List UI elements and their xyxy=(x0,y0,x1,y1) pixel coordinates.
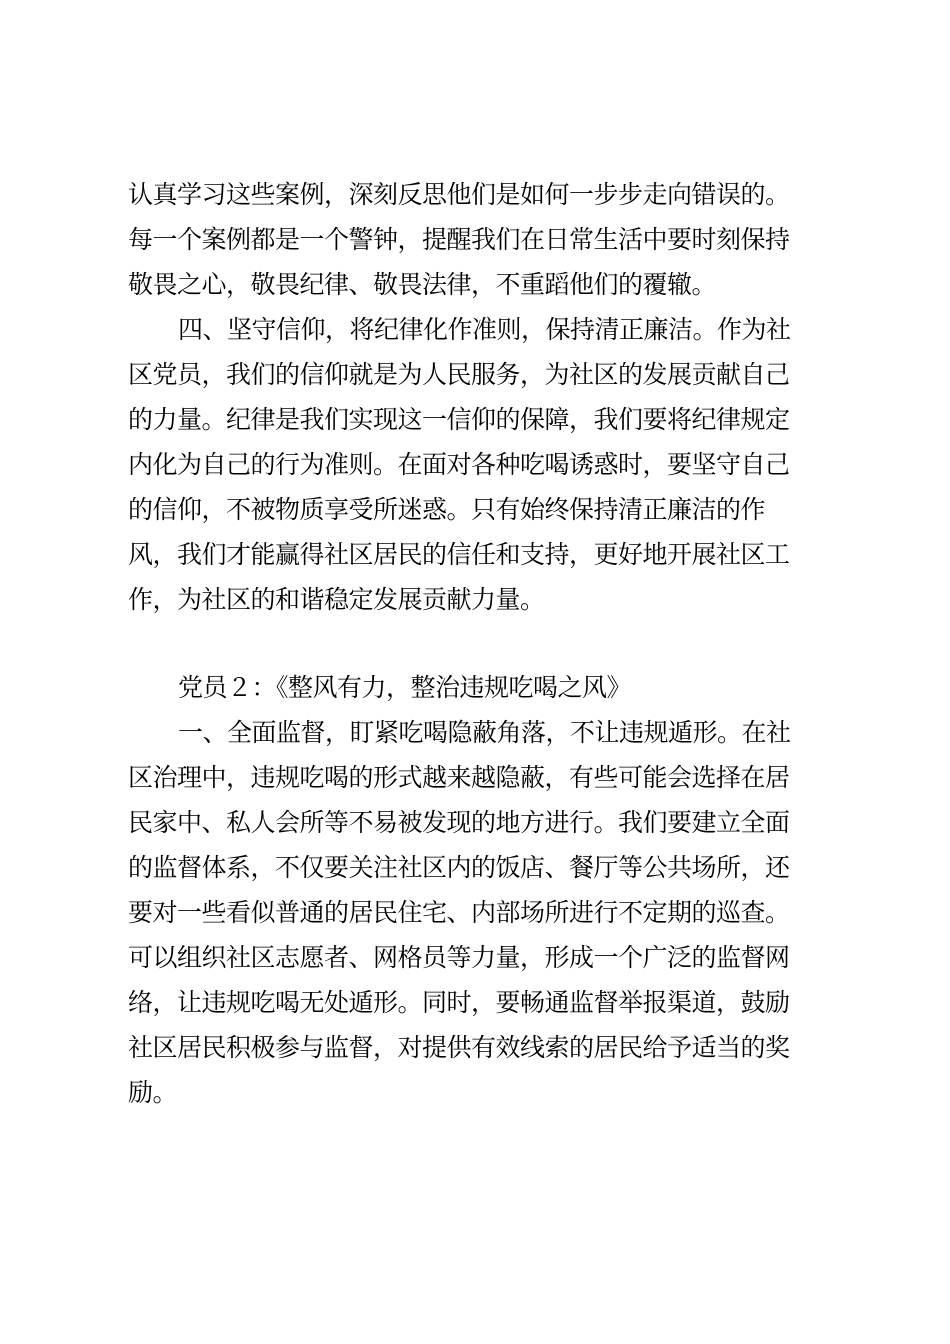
paragraph-line: 可以组织社区志愿者、网格员等力量，形成一个广泛的监督网 xyxy=(128,943,790,972)
paragraph-line: 络，让违规吃喝无处遁形。同时，要畅通监督举报渠道，鼓励 xyxy=(128,988,790,1017)
paragraph-line: 民家中、私人会所等不易被发现的地方进行。我们要建立全面 xyxy=(128,808,790,837)
paragraph-line: 区治理中，违规吃喝的形式越来越隐蔽，有些可能会选择在居 xyxy=(128,763,790,792)
paragraph-line: 区党员，我们的信仰就是为人民服务，为社区的发展贡献自己 xyxy=(128,360,790,389)
paragraph-line: 的监督体系，不仅要关注社区内的饭店、餐厅等公共场所，还 xyxy=(128,853,790,882)
paragraph-line: 要对一些看似普通的居民住宅、内部场所进行不定期的巡查。 xyxy=(128,898,790,927)
paragraph-line: 内化为自己的行为准则。在面对各种吃喝诱惑时，要坚守自己 xyxy=(128,450,790,479)
paragraph-line: 的力量。纪律是我们实现这一信仰的保障，我们要将纪律规定 xyxy=(128,405,790,434)
paragraph-line: 风，我们才能赢得社区居民的信任和支持，更好地开展社区工 xyxy=(128,540,790,569)
paragraph-line: 每一个案例都是一个警钟，提醒我们在日常生活中要时刻保持 xyxy=(128,225,790,254)
paragraph-line: 四、坚守信仰，将纪律化作准则，保持清正廉洁。作为社 xyxy=(178,315,791,344)
paragraph-line: 励。 xyxy=(128,1078,178,1107)
paragraph-line: 一、全面监督，盯紧吃喝隐蔽角落，不让违规遁形。在社 xyxy=(178,718,791,747)
paragraph-line: 社区居民积极参与监督，对提供有效线索的居民给予适当的奖 xyxy=(128,1033,790,1062)
section-heading: 党员２：《整风有力，整治违规吃喝之风》 xyxy=(178,673,632,702)
paragraph-line: 敬畏之心，敬畏纪律、敬畏法律，不重蹈他们的覆辙。 xyxy=(128,270,717,299)
paragraph-line: 认真学习这些案例，深刻反思他们是如何一步步走向错误的。 xyxy=(128,180,790,209)
section-1-text xyxy=(128,172,828,622)
section-2-text xyxy=(128,665,828,1115)
paragraph-line: 作，为社区的和谐稳定发展贡献力量。 xyxy=(128,585,545,614)
paragraph-line: 的信仰，不被物质享受所迷惑。只有始终保持清正廉洁的作 xyxy=(128,495,766,524)
